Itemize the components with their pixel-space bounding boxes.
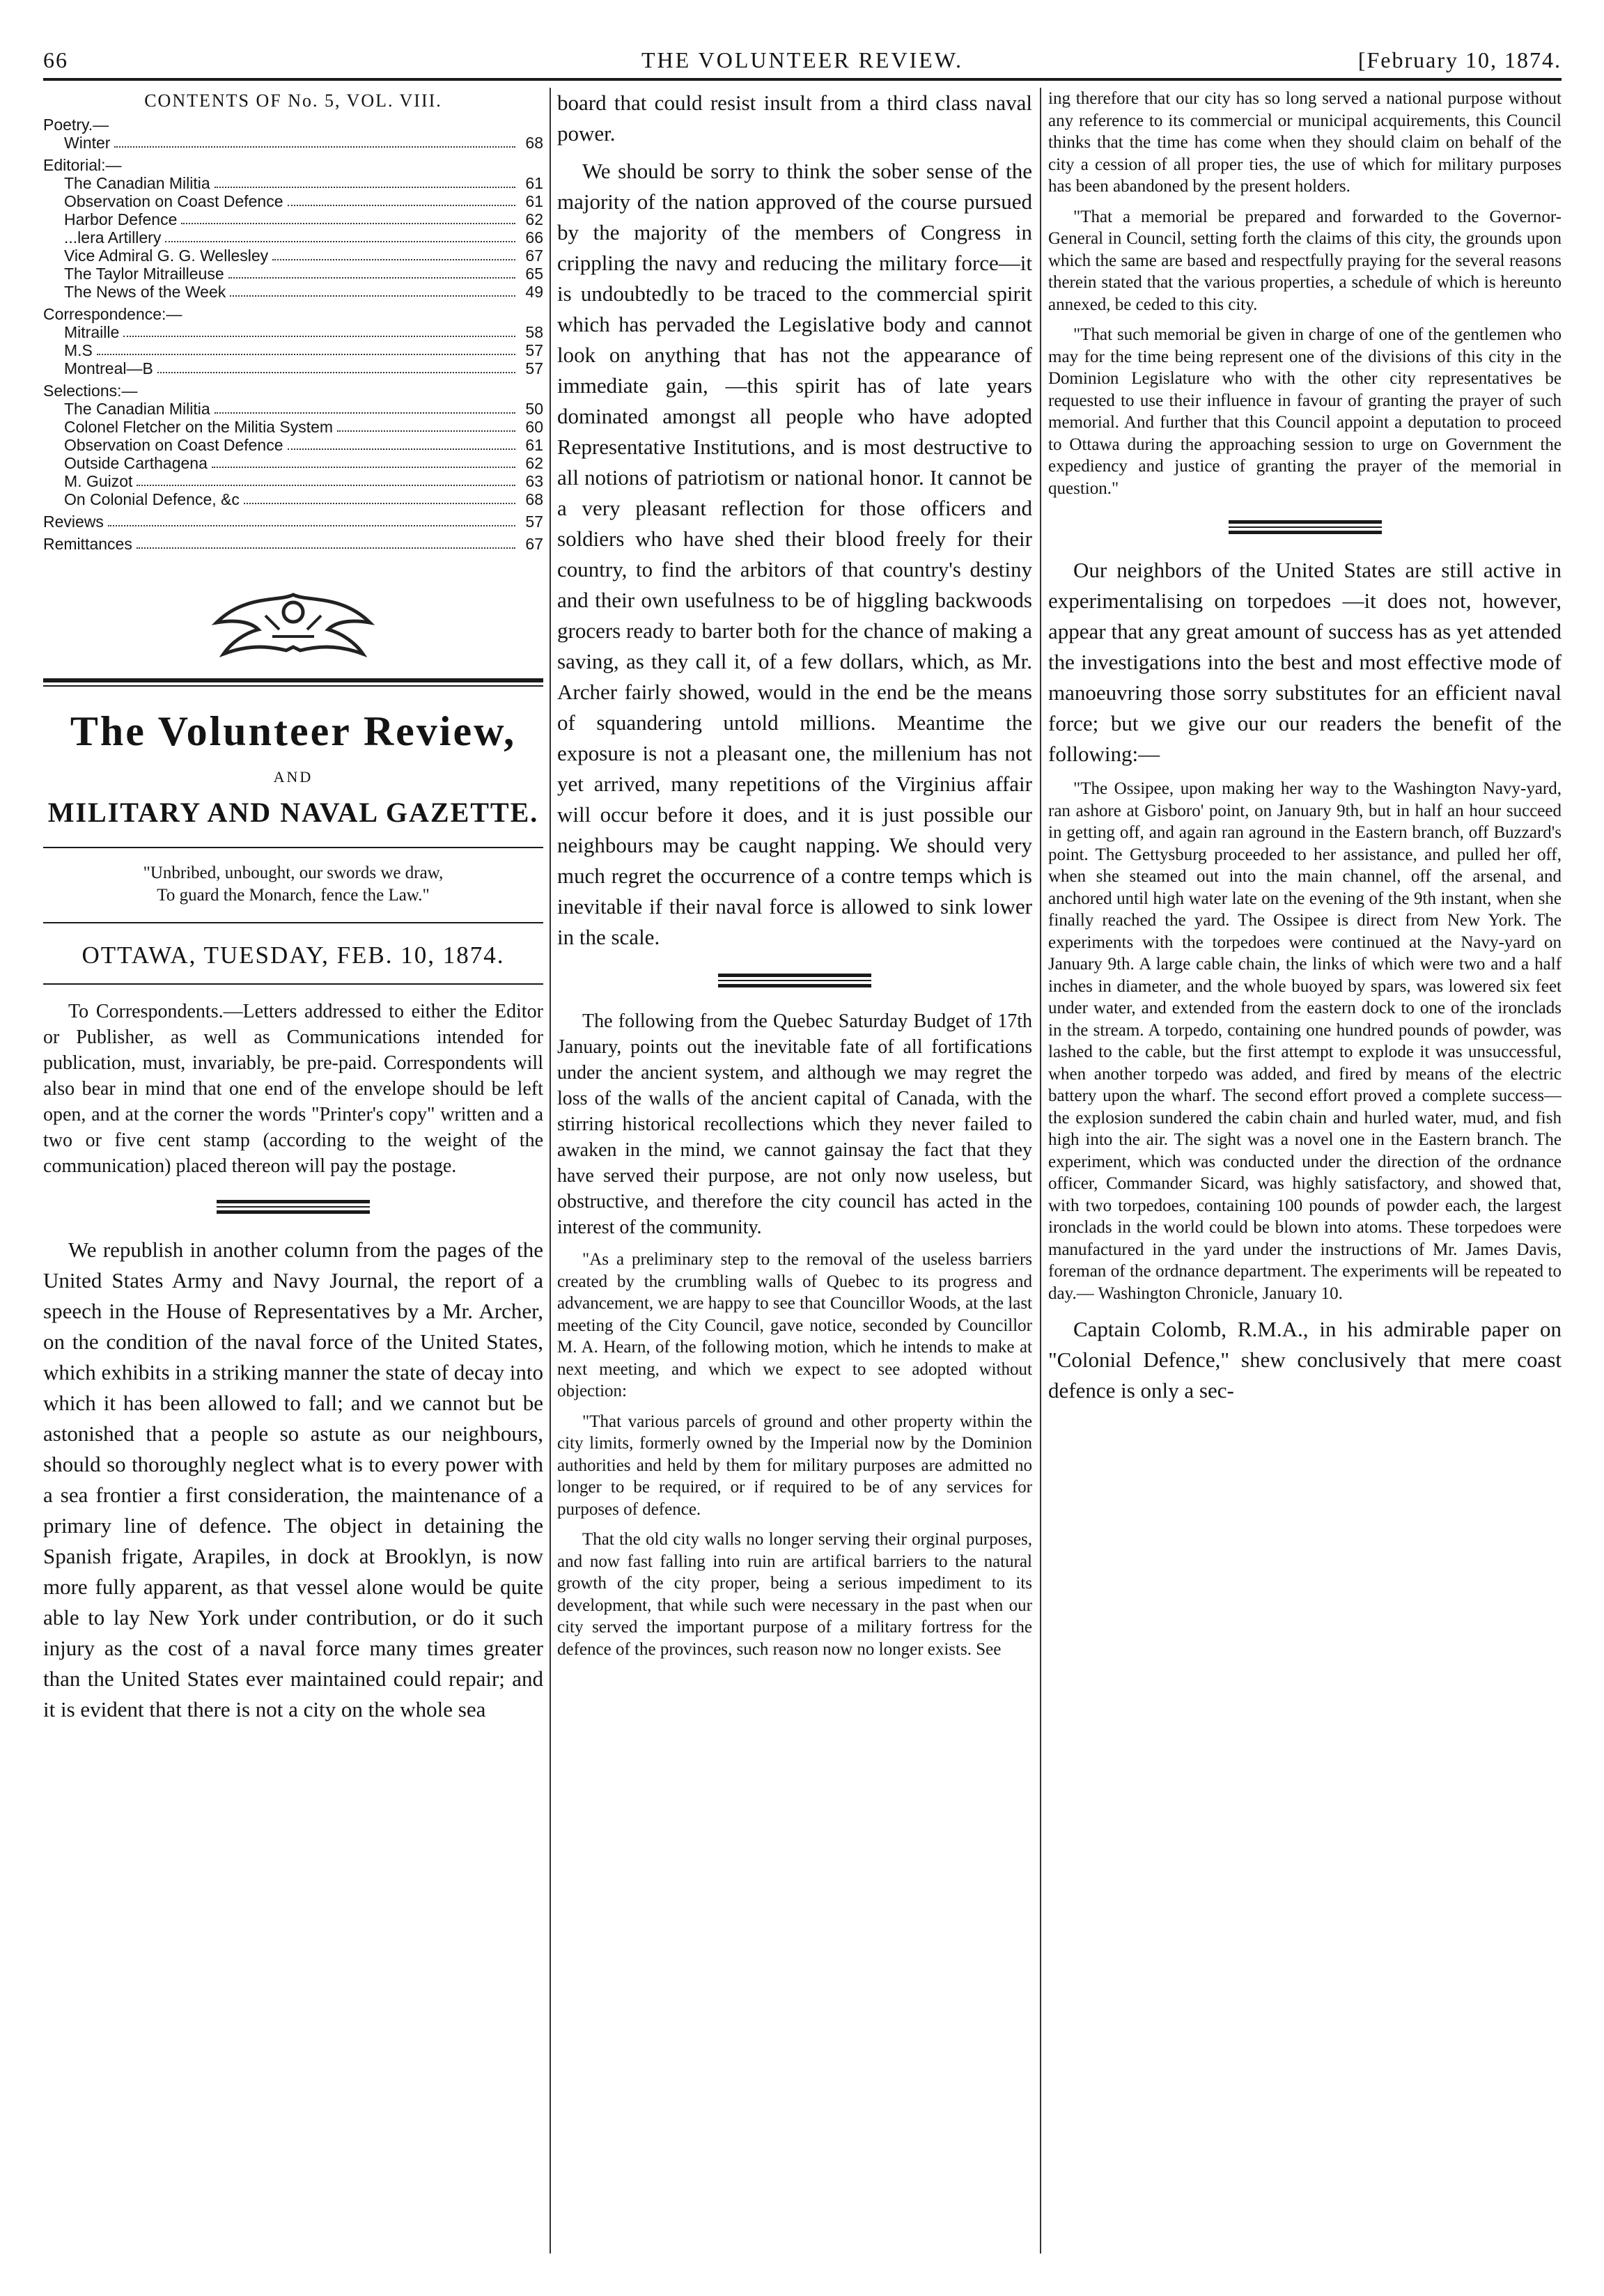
motto-line: "Unbribed, unbought, our swords we draw, — [143, 864, 444, 882]
toc-section-label: Selections:— — [43, 382, 138, 400]
toc-page-number: 61 — [525, 192, 543, 210]
toc-page-number: 57 — [525, 341, 543, 359]
toc-entry-label: Vice Admiral G. G. Wellesley — [64, 247, 269, 265]
toc-entry-label: Montreal—B — [64, 359, 153, 377]
masthead-and: AND — [273, 768, 313, 786]
toc-entry — [43, 454, 543, 472]
toc-leader — [272, 247, 515, 260]
toc-page-number: 61 — [525, 436, 543, 454]
toc-entry-label: Harbor Defence — [64, 210, 178, 228]
masthead — [43, 708, 543, 829]
motto-line: To guard the Monarch, fence the Law." — [157, 886, 430, 905]
article-paragraph: The following from the Quebec Saturday Budget of 17th January, points out the inevitable fate of all fortifications under the ancient system, and although we may regret the loss of the walls of the ancient capital of Canada, with the stirring historical recollections which they never failed to awaken in the mind, we cannot gainsay the fact that they have served their purpose, are not only now useless, but obstructive, and therefore the city council has acted in the interest of the community. — [557, 1010, 1032, 1238]
toc-entry-label: Mitraille — [64, 323, 120, 341]
article-paragraph: We republish in another column from the pages of the United States Army and Navy Journal, the report of a speech in the House of Representatives by a Mr. Archer, on the condition of the naval force of the United States, which exhibits in a striking manner the state of decay into which it has been allowed to fall; and we cannot but be astonished that a people so astute as our neighbours, should so thoroughly neglect what is to every power with a sea frontier a first consideration, the maintenance of a primary line of defence. The object in detaining the Spanish frigate, Arapiles, in dock at Brooklyn, is now more fully apparent, as that vessel alone would be quite able to lay New York under contribution, or do it such injury as the cost of a naval force many times greater than the United States ever maintained could repair; and it is evident that there is not a city on the whole sea — [43, 1237, 543, 1721]
toc-leader — [123, 323, 515, 337]
motto-rule — [43, 922, 543, 923]
toc-entry-label: ...lera Artillery — [64, 228, 162, 247]
dateline: OTTAWA, TUESDAY, FEB. 10, 1874. — [81, 942, 505, 969]
quoted-paragraph: "As a preliminary step to the removal of the useless barriers created by the crumbling walls of Quebec to its progress and advancement, we are happy to see that Councillor Woods, at the last meeting of the City Council, gave notice, seconded by Councillor M. A. Hearn, of the following motion, which he intends to make at next meeting, and which we expect to see adopted without objection: — [557, 1250, 1032, 1400]
toc-entry — [43, 359, 543, 377]
toc-page-number: 62 — [525, 210, 543, 228]
toc-page-number: 57 — [525, 359, 543, 377]
toc-entry — [43, 265, 543, 283]
toc-entry-label: Outside Carthagena — [64, 454, 208, 472]
quoted-paragraph: "The Ossipee, upon making her way to the Washington Navy-yard, ran ashore at Gisboro' point, on January 9th, but in half an hour succeed in getting off, and again ran aground in the Eastern branch, off Buzzard's point. The Gettysburg proceeded to her assistance, and pulled her off, when she steamed out into the main channel, off the arsenal, and anchored until high water late on the evening of the 9th instant, when she finally reached the yard. The Ossipee is direct from New York. The experiments with the torpedoes were continued at the Navy-yard on January 9th. A large cable chain, the links of which were two and a half inches in diameter, and the whole buoyed by spars, was lowered six feet under water, and extended from the eastern dock to one of the ironclads in the stream. A torpedo, containing one hundred pounds of powder, was lashed to the cable, but the first attempt to explode it was unsuccessful, when another torpedo was added, and fired by means of the electric battery upon the wharf. The second effort proved a complete success—the explosion sundered the cabin chain and hurled water, mud, and fish high into the air. The sight was a novel one in the Eastern branch. The experiment, which was conducted under the direction of the ordnance officer, Commander Sicard, was highly satisfactory, and showed that, with two torpedoes, containing 100 pounds of powder each, the largest ironclads in the world could be blown into atoms. These torpedoes were manufactured in the yard under the instructions of Mr. James Davis, foreman of the ordnance department. The experiments will be repeated to day.— Washington Chronicle, January 10. — [1048, 779, 1562, 1303]
toc-entry — [43, 323, 543, 341]
article-paragraph: We should be sorry to think the sober sense of the majority of the nation approved of the course pursued by the majority of the members of Congress in crippling the navy and reducing the military force—it is undoubtedly to be traced to the commercial spirit which has pervaded the Legislative body and cannot look on anything that has not the appearance of immediate gain, —this spirit has of late years dominated amongst all people who have adopted Representative Institutions, and is most destructive to all notions of patriotism or national honor. It cannot be a very pleasant reflection for those officers and soldiers who have shed their blood freely for their country, to find the arbitors of that country's destiny and their own usefulness to be of higgling backwoods grocers ready to barter both for the chance of making a saving, as they call it, of a few dollars, which, as Mr. Archer fairly showed, would in the end be the means of squandering untold millions. Meantime the exposure is not a pleasant one, the millenium has not yet arrived, many repetitions of the Virginius affair will occur before it does, and it is just possible our neighbours may be caught napping. We should very much regret the occurrence of a contre temps which is inevitable if their naval force is allowed to sink lower in the scale. — [557, 159, 1032, 949]
toc-leader — [337, 418, 515, 432]
toc-page-number: 68 — [525, 134, 543, 152]
toc-entry — [43, 400, 543, 418]
motto — [43, 862, 543, 907]
toc-page-number: 68 — [525, 490, 543, 508]
toc-leader — [137, 535, 515, 549]
toc-page-number: 67 — [525, 535, 543, 553]
header-rule — [43, 78, 1562, 81]
masthead-rule — [43, 678, 543, 682]
toc-entry-label: The Canadian Militia — [64, 400, 210, 418]
toc-entry-label: On Colonial Defence, &c — [64, 490, 240, 508]
toc-entry — [43, 436, 543, 454]
toc-leader — [215, 400, 515, 414]
toc-leader — [230, 283, 515, 297]
toc-page-number: 65 — [525, 265, 543, 283]
toc-page-number: 62 — [525, 454, 543, 472]
toc-entry — [43, 418, 543, 436]
toc-section-heading — [43, 382, 543, 400]
quoted-paragraph: "That a memorial be prepared and forwarded to the Governor-General in Council, setting forth the claims of this city, the grounds upon which the same are based and respectfully praying for the several reasons therein stated that the various properties, a schedule of which is hereunto annexed, be ceded to this city. — [1048, 207, 1562, 314]
toc-entry — [43, 247, 543, 265]
toc-page-number: 66 — [525, 228, 543, 247]
toc-leader — [288, 436, 515, 450]
masthead-title: The Volunteer Review, — [70, 708, 517, 754]
quoted-paragraph: "That various parcels of ground and other property within the city limits, formerly owned by the Imperial now by the Dominion authorities and held by them for military purposes are admitted no longer to be required, or if required to be of any services for purposes of defence. — [557, 1412, 1032, 1519]
toc-page-number: 67 — [525, 247, 543, 265]
quoted-paragraph: "That such memorial be given in charge of one of the gentlemen who may for the time being represent one of the divisions of this city in the Dominion Legislature who with the other city representatives be requested to use their influence in favour of granting the prayer of such memorial. And further that this Council appoint a deputation to proceed to Ottawa during the approaching session to urge on Government the expediency and justice of granting the prayer of the memorial in question." — [1048, 325, 1562, 498]
toc-entry-label: Winter — [64, 134, 111, 152]
toc-page-number: 57 — [525, 513, 543, 531]
toc-leader — [165, 228, 515, 242]
toc-section-label: Poetry.— — [43, 116, 109, 134]
eagle-emblem-icon — [203, 581, 384, 664]
table-of-contents — [43, 116, 543, 553]
masthead-rule — [43, 847, 543, 848]
toc-leader — [108, 513, 515, 526]
publication-title: THE VOLUNTEER REVIEW. — [641, 47, 964, 72]
toc-entry — [43, 134, 543, 152]
toc-entry-label: Colonel Fletcher on the Militia System — [64, 418, 334, 436]
page-header — [43, 43, 1562, 74]
section-separator — [217, 1200, 370, 1214]
section-separator — [718, 974, 871, 987]
toc-entry — [43, 192, 543, 210]
toc-entry — [43, 228, 543, 247]
toc-entry — [43, 174, 543, 192]
toc-entry-label: M. Guizot — [64, 472, 133, 490]
article-paragraph: Our neighbors of the United States are still active in experimentalising on torpedoes —it does not, however, appear that any great amount of success has as yet attended the investigations into the best and most effective mode of manoeuvring those sorry substitutes for an efficient naval force; but we give our our readers the benefit of the following:— — [1048, 558, 1562, 766]
toc-entry — [43, 210, 543, 228]
issue-date: [February 10, 1874. — [1357, 47, 1562, 72]
toc-entry — [43, 490, 543, 508]
toc-section-label: Remittances — [43, 535, 132, 553]
toc-section-heading — [43, 513, 543, 531]
toc-page-number: 61 — [525, 174, 543, 192]
toc-leader — [228, 265, 515, 279]
toc-leader — [244, 490, 515, 504]
article-paragraph: Captain Colomb, R.M.A., in his admirable paper on "Colonial Defence," shew conclusively that mere coast defence is only a sec- — [1048, 1317, 1562, 1403]
quoted-paragraph: ing therefore that our city has so long served a national purpose without any reference to its commercial or municipal acquirements, this Council thinks that the time has come when they should claim on behalf of the city a cession of all proper ties, the use of which for military purposes has been abandoned by the present holders. — [1048, 89, 1562, 196]
article-paragraph: board that could resist insult from a third class naval power. — [557, 91, 1032, 146]
column-2 — [557, 88, 1032, 2254]
toc-page-number: 58 — [525, 323, 543, 341]
column-divider — [550, 88, 551, 2254]
toc-entry-label: Observation on Coast Defence — [64, 192, 283, 210]
toc-entry-label: The Taylor Mitrailleuse — [64, 265, 224, 283]
toc-leader — [215, 174, 515, 188]
toc-section-heading — [43, 535, 543, 553]
toc-entry — [43, 283, 543, 301]
toc-page-number: 49 — [525, 283, 543, 301]
column-1 — [43, 88, 543, 2254]
toc-leader — [157, 359, 515, 373]
toc-section-heading — [43, 305, 543, 323]
toc-leader — [137, 472, 515, 486]
toc-section-label: Editorial:— — [43, 156, 122, 174]
toc-leader — [212, 454, 515, 468]
toc-page-number: 50 — [525, 400, 543, 418]
toc-page-number: 60 — [525, 418, 543, 436]
contents-title: CONTENTS OF No. 5, VOL. VIII. — [144, 91, 442, 111]
toc-entry-label: M.S — [64, 341, 93, 359]
toc-entry — [43, 341, 543, 359]
toc-leader — [114, 134, 515, 148]
page-number: 66 — [43, 47, 68, 72]
column-3 — [1048, 88, 1562, 2254]
toc-entry-label: The News of the Week — [64, 283, 226, 301]
section-separator — [1229, 520, 1382, 534]
toc-page-number: 63 — [525, 472, 543, 490]
toc-leader — [181, 210, 515, 224]
masthead-subtitle: MILITARY AND NAVAL GAZETTE. — [47, 797, 539, 828]
toc-entry-label: The Canadian Militia — [64, 174, 210, 192]
column-divider — [1040, 88, 1041, 2254]
toc-section-label: Correspondence:— — [43, 305, 182, 323]
toc-section-label: Reviews — [43, 513, 104, 531]
toc-leader — [97, 341, 515, 355]
quoted-paragraph: That the old city walls no longer serving their orginal purposes, and now fast falling into ruin are artifical barriers to the natural growth of the city proper, being a serious impediment to its development, that while such were necessary in the past when our city served the important purpose of a military fortress for the defence of the provinces, such reason now no longer exists. See — [557, 1530, 1032, 1659]
dateline-rule — [43, 983, 543, 985]
correspondents-notice: To Correspondents.—Letters addressed to either the Editor or Publisher, as well as Communications intended for publication, must, invariably, be pre-paid. Correspondents will also bear in mind that one end of the envelope should be left open, and at the corner the words "Printer's copy" written and a two or five cent stamp (according to the weight of the communication) placed thereon will pay the postage. — [43, 1001, 543, 1177]
masthead-rule — [43, 685, 543, 687]
toc-leader — [288, 192, 515, 206]
toc-section-heading — [43, 116, 543, 134]
toc-entry — [43, 472, 543, 490]
toc-section-heading — [43, 156, 543, 174]
toc-entry-label: Observation on Coast Defence — [64, 436, 283, 454]
